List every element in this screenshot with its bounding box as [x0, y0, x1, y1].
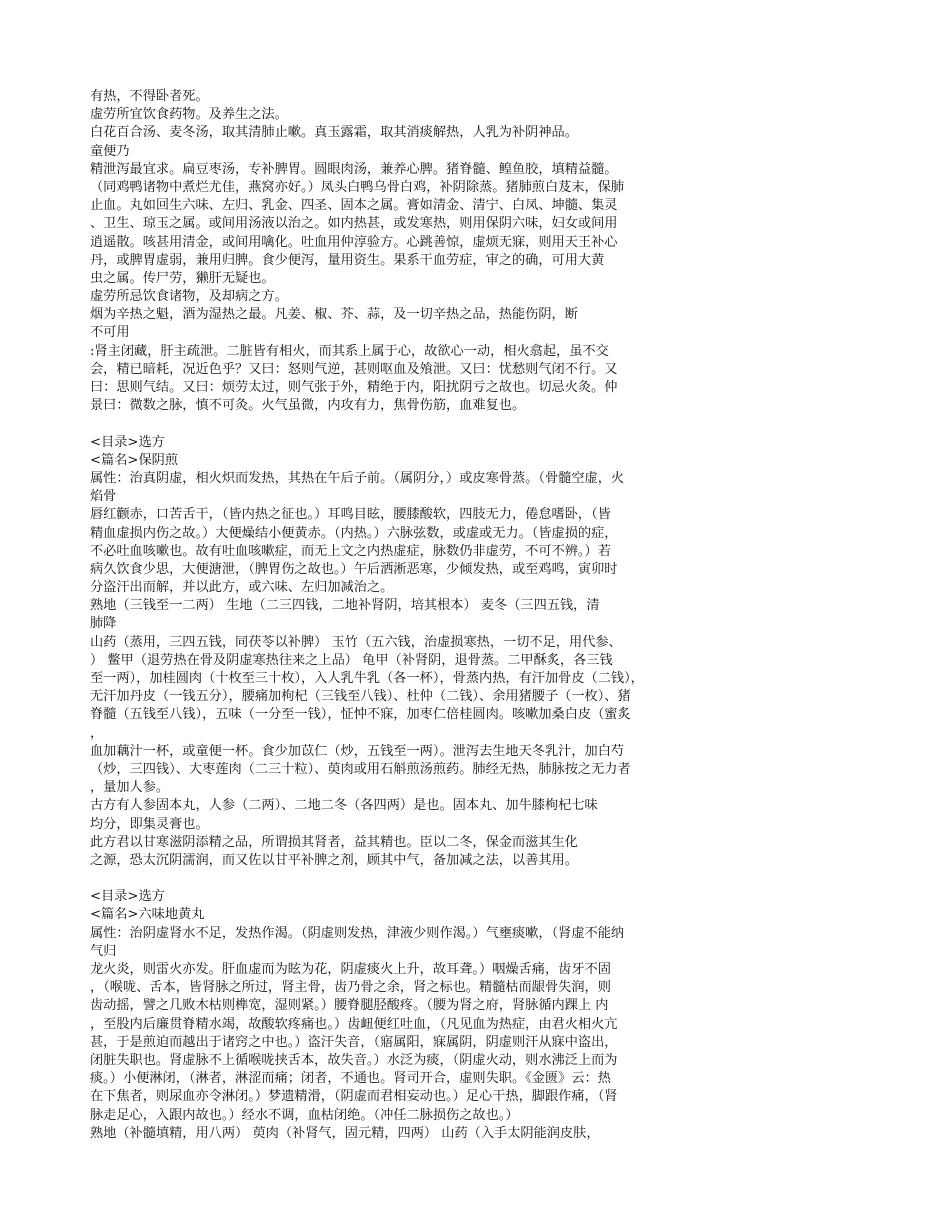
text-line: 唇红颧赤，口苦舌干，（皆内热之征也。）耳鸣目眩，腰膝酸软，四肢无力，倦怠嗜卧，（皆 — [90, 507, 611, 523]
text-line: 至一两），加桂圆肉（十枚至三十枚），入人乳牛乳（各一杯），骨蒸内热，有汗加骨皮（二钱）， — [90, 671, 644, 686]
text-line: 焰骨 — [90, 489, 117, 505]
text-line: 白花百合汤、麦冬汤，取其清肺止嗽。真玉露霜，取其消痰解热，人乳为补阴神品。 — [90, 125, 578, 141]
text-line: 精泄泻最宜求。扁豆枣汤，专补脾胃。圆眼肉汤，兼养心脾。猪脊髓、鳇鱼胶，填精益髓。 — [90, 161, 618, 177]
document-page — [90, 88, 935, 1143]
text-line: 童便乃 — [90, 143, 130, 159]
text-line: 丹，或脾胃虚弱，兼用归脾。食少便泻，量用资生。果系干血劳症，审之的确，可用大黄 — [90, 252, 605, 268]
text-line: 虚劳所宜饮食药物。及养生之法。 — [90, 107, 288, 123]
text-line: 之源，恐太沉阴濡润，而又佐以甘平补脾之剂，顾其中气，备加减之法，以善其用。 — [90, 852, 578, 868]
text-line: 不可用 — [90, 325, 130, 341]
text-line: ，至股内后廉贯脊精水竭，故酸软疼痛也。）齿衄便红吐血，（凡见血为热症，由君火相火亢 — [90, 1016, 618, 1032]
text-line: 此方君以甘寒滋阴添精之品，所谓损其肾者，益其精也。臣以二冬，保金而滋其生化 — [90, 834, 578, 850]
text-line: ，量加人参。 — [90, 780, 170, 796]
text-line: 熟地（三钱至一二两） 生地（二三四钱，二地补肾阴，培其根本） 麦冬（三四五钱，清 — [90, 598, 600, 614]
text-line: 肺降 — [90, 616, 117, 632]
text-line: <篇名>保阴煎 — [90, 452, 179, 468]
text-line: 曰：思则气结。又曰：烦劳太过，则气张于外，精绝于内，阳扰阴亏之故也。切忌火灸。仲 — [90, 380, 618, 395]
text-line: 血加藕汁一杯，或童便一杯。食少加苡仁（炒，五钱至一两）。泄泻去生地天冬乳汁，加白芍 — [90, 743, 625, 759]
text-line: 均分，即集灵膏也。 — [90, 816, 209, 832]
text-line: <目录>选方 — [90, 434, 165, 450]
text-line: 景曰：微数之脉，慎不可灸。火气虽微，内攻有力，焦骨伤筋，血难复也。 — [90, 398, 526, 414]
text-line: （炒，三四钱）、大枣莲肉（二三十粒）、萸肉或用石斛煎汤煎药。肺经无热，肺脉按之无力者 — [90, 761, 631, 777]
text-line: 属性：治真阴虚，相火炽而发热，其热在午后子前。（属阴分，）或皮寒骨蒸。（骨髓空虚，火 — [90, 470, 625, 486]
text-line: 止血。丸如回生六味、左归、乳金、四圣、固本之属。膏如清金、清宁、白凤、坤髓、集灵 — [90, 198, 618, 214]
text-line: ） 鳖甲（退劳热在骨及阴虚寒热往来之上品） 龟甲（补肾阴，退骨蒸。二甲酥炙，各三钱 — [90, 652, 613, 668]
text-line: 病久饮食少思，大便溏泄，（脾胃伤之故也。）午后洒淅恶寒，少倾发热，或至鸡鸣，寅卯时 — [90, 561, 618, 577]
text-line: 熟地（补髓填精，用八两） 萸肉（补肾气，固元精，四两） 山药（入手太阴能润皮肤， — [90, 1125, 600, 1141]
text-line: 烟为辛热之魁，酒为湿热之最。凡姜、椒、芥、蒜，及一切辛热之品，热能伤阴，断 — [90, 307, 578, 323]
text-line: 脉走足心，入跟内故也。）经水不调，血枯闭绝。（冲任二脉损伤之故也。） — [90, 1107, 519, 1123]
text-line: 痰。）小便淋闭，（淋者，淋涩而痛；闭者，不通也。肾司开合，虚则失职。《金匮》云：热 — [90, 1071, 611, 1087]
text-line: 无汗加丹皮（一钱五分），腰痛加枸杞（三钱至八钱）、杜仲（二钱）、余用猪腰子（一枚）、猪 — [90, 689, 631, 705]
text-line: <目录>选方 — [90, 889, 165, 905]
text-line: :肾主闭藏，肝主疏泄。二脏皆有相火，而其系上属于心，故欲心一动，相火翕起，虽不交 — [90, 343, 609, 359]
text-line: 在下焦者，则尿血亦令淋闭。）梦遗精滑，（阴虚而君相妄动也。）足心干热，脚跟作痛，（肾 — [90, 1089, 618, 1105]
text-line: 古方有人参固本丸，人参（二两）、二地二冬（各四两）是也。固本丸、加牛膝枸杞七味 — [90, 798, 598, 814]
text-line: 气归 — [90, 943, 117, 959]
text-line: （同鸡鸭诸物中煮烂尤佳，燕窝亦好。）凤头白鸭乌骨白鸡，补阴除蒸。猪肺煎白芨末，保肺 — [90, 179, 625, 195]
text-line: 不必吐血咳嗽也。故有吐血咳嗽症，而无上文之内热虚症，脉数仍非虚劳，不可不辨。）若 — [90, 543, 611, 559]
text-line: 属性：治阴虚肾水不足，发热作渴。（阴虚则发热，津液少则作渴。）气壅痰嗽，（肾虚不能纳 — [90, 925, 625, 941]
text-line: 脊髓（五钱至八钱），五味（一分至一钱），怔忡不寐，加枣仁倍桂圆肉。咳嗽加桑白皮（蜜炙 — [90, 707, 631, 723]
text-line: 虚劳所忌饮食诸物，及却病之方。 — [90, 289, 288, 305]
text-line: 分盗汗出而解，并以此方，或六味、左归加减治之。 — [90, 580, 394, 596]
text-line: 闭脏失职也。肾虚脉不上循喉咙挟舌本，故失音。）水泛为痰，（阴虚火动，则水沸泛上而为 — [90, 1052, 618, 1068]
text-line: 精血虚损内伤之故。）大便燥结小便黄赤。（内热。）六脉弦数，或虚或无力。（皆虚损的症， — [90, 525, 618, 541]
text-line: ，（喉咙、舌本，皆肾脉之所过，肾主骨，齿乃骨之余，肾之标也。精髓枯而龈骨失润，则 — [90, 980, 611, 996]
text-line: 齿动摇，譬之几败木枯则榫宽，湿则紧。）腰脊腿胫酸疼。（腰为肾之府，肾脉循内踝上 内 — [90, 998, 609, 1014]
blank-line — [90, 870, 935, 888]
text-line: 有热，不得卧者死。 — [90, 89, 209, 104]
text-line: 会，精已暗耗，况近色乎？又曰：怒则气逆，甚则呕血及飧泄。又曰：忧愁则气闭不行。又 — [90, 361, 618, 377]
text-line: <篇名>六味地黄丸 — [90, 907, 205, 923]
text-line: 逍遥散。咳甚用清金，或间用噙化。吐血用仲淳验方。心跳善惊，虚烦无寐，则用天王补心 — [90, 234, 618, 250]
text-line: 虫之属。传尸劳，獭肝无疑也。 — [90, 270, 275, 286]
text-line: ， — [90, 725, 104, 741]
text-line: 甚，于是煎迫而越出于诸窍之中也。）盗汗失音，（寤属阳，寐属阴，阴虚则汗从寐中盗出， — [90, 1034, 618, 1050]
text-line: 山药（蒸用，三四五钱，同茯苓以补脾） 玉竹（五六钱，治虚损寒热，一切不足，用代参、 — [90, 634, 622, 650]
text-line: 龙火炎，则雷火亦发。肝血虚而为眩为花，阴虚痰火上升，故耳聋。）咽燥舌痛，齿牙不固 — [90, 962, 611, 977]
blank-line — [90, 415, 935, 433]
text-line: 、卫生、琼玉之属。或间用汤液以治之。如内热甚，或发寒热，则用保阴六味，妇女或间用 — [90, 216, 618, 232]
